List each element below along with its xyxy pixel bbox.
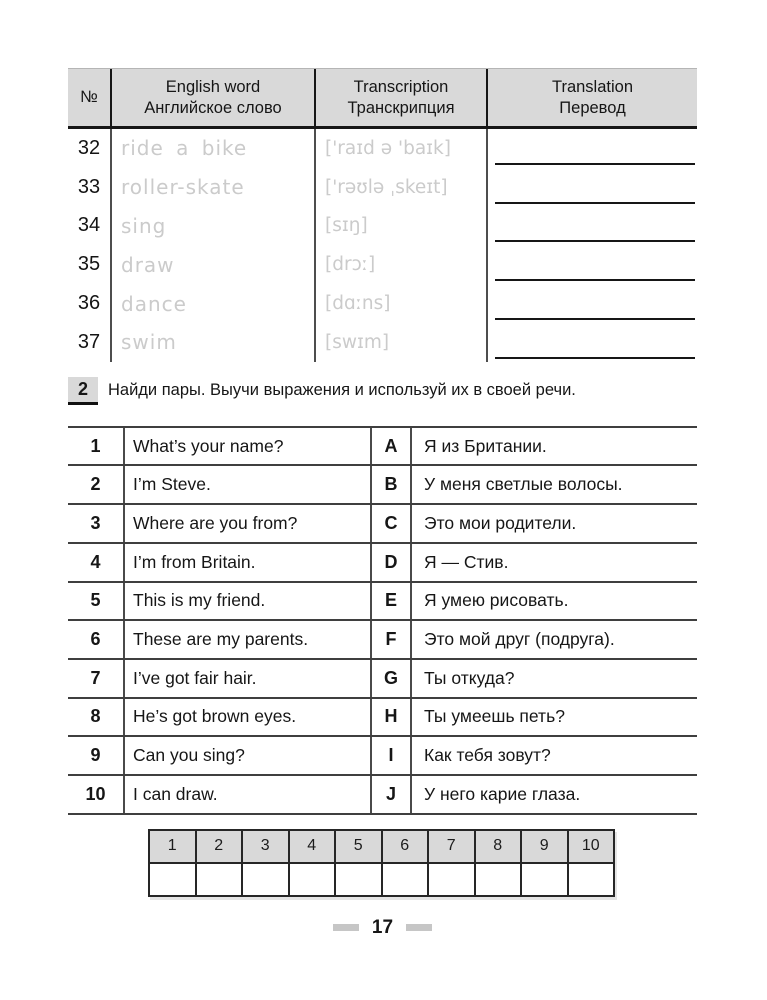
- matching-letter: D: [370, 544, 412, 581]
- matching-english-phrase: These are my parents.: [133, 629, 309, 650]
- vocab-transcription: ['rəʊlə ˌskeɪt]: [314, 168, 486, 207]
- vocab-header-transcription: [314, 69, 486, 126]
- vocab-header-translation-ru: Перевод: [559, 98, 626, 117]
- vocab-word-trace: dance: [110, 284, 314, 323]
- matching-russian-phrase: Я — Стив.: [424, 551, 509, 572]
- page-content: [68, 68, 697, 939]
- translation-blank-line[interactable]: [495, 318, 695, 320]
- matching-row: [68, 737, 697, 776]
- vocab-row-number: 36: [77, 292, 101, 315]
- vocab-header-transcription-ru: Транскрипция: [347, 98, 455, 117]
- answer-grid-col-label: 10: [581, 837, 600, 855]
- matching-number: 10: [68, 776, 125, 813]
- matching-english-phrase: I’ve got fair hair.: [133, 667, 257, 688]
- matching-letter: F: [370, 621, 412, 658]
- page-footer: [68, 917, 697, 939]
- vocab-transcription: [drɔː]: [314, 245, 486, 284]
- translation-blank-line[interactable]: [495, 163, 695, 165]
- matching-number: 9: [68, 737, 125, 774]
- matching-english-phrase: I can draw.: [133, 783, 218, 804]
- vocab-row: [68, 323, 697, 362]
- matching-letter: C: [370, 505, 412, 542]
- matching-russian-phrase: Ты умеешь петь?: [424, 706, 565, 727]
- vocab-row: [68, 284, 697, 323]
- vocab-row-number: 32: [77, 136, 101, 159]
- vocab-row-number: 34: [77, 214, 101, 237]
- footer-dash: [333, 924, 359, 931]
- matching-number: 3: [68, 505, 125, 542]
- answer-grid-col-label: 3: [243, 831, 290, 862]
- answer-cell[interactable]: [383, 864, 430, 895]
- matching-letter: G: [370, 660, 412, 697]
- translation-blank-line[interactable]: [495, 357, 695, 359]
- matching-russian-phrase: У него карие глаза.: [424, 783, 581, 804]
- matching-russian-phrase: Это мои родители.: [424, 513, 577, 533]
- answer-cell[interactable]: [476, 864, 523, 895]
- matching-russian-phrase: Я умею рисовать.: [424, 590, 569, 611]
- footer-dash: [406, 924, 432, 931]
- vocab-translation-cell: [486, 207, 697, 246]
- matching-number: 7: [68, 660, 125, 697]
- matching-number: 2: [68, 466, 125, 503]
- matching-table: [68, 426, 697, 815]
- exercise-header: [68, 377, 697, 405]
- answer-grid-col-label: 4: [290, 831, 337, 862]
- answer-cell[interactable]: [522, 864, 569, 895]
- matching-russian-phrase: Я из Британии.: [424, 435, 547, 456]
- vocab-header-word: [110, 69, 314, 126]
- vocab-word-trace: sing: [110, 207, 314, 246]
- matching-russian-phrase: Ты откуда?: [424, 667, 515, 688]
- matching-row: [68, 428, 697, 467]
- exercise-instruction: Найди пары. Выучи выражения и используй их в своей речи.: [108, 381, 576, 400]
- matching-english-phrase: This is my friend.: [133, 590, 266, 611]
- matching-english-phrase: Can you sing?: [133, 745, 245, 766]
- matching-number: 6: [68, 621, 125, 658]
- answer-cell[interactable]: [290, 864, 337, 895]
- vocab-translation-cell: [486, 129, 697, 168]
- page-number: 17: [371, 916, 394, 938]
- answer-grid-col-label: 9: [522, 831, 569, 862]
- matching-row: [68, 660, 697, 699]
- matching-letter: H: [370, 699, 412, 736]
- answer-cell[interactable]: [150, 864, 197, 895]
- translation-blank-line[interactable]: [495, 202, 695, 204]
- vocab-header-translation-en: Translation: [551, 77, 633, 96]
- translation-blank-line[interactable]: [495, 240, 695, 242]
- answer-cell[interactable]: [429, 864, 476, 895]
- vocab-row-number: 37: [77, 330, 101, 353]
- matching-number: 8: [68, 699, 125, 736]
- answer-grid-col-label: 8: [476, 831, 523, 862]
- vocab-transcription: [swɪm]: [314, 323, 486, 362]
- vocab-row: [68, 168, 697, 207]
- matching-number: 5: [68, 583, 125, 620]
- answer-grid-col-label: 7: [429, 831, 476, 862]
- exercise-number-badge: 2: [68, 377, 98, 405]
- answer-grid-col-label: 6: [383, 831, 430, 862]
- translation-blank-line[interactable]: [495, 279, 695, 281]
- answer-cell[interactable]: [197, 864, 244, 895]
- answer-grid-col-label: 2: [197, 831, 244, 862]
- vocab-header-num: [68, 69, 110, 126]
- matching-english-phrase: He’s got brown eyes.: [133, 706, 297, 727]
- vocab-row: [68, 245, 697, 284]
- vocab-transcription: [sɪŋ]: [314, 207, 486, 246]
- matching-english-phrase: I’m Steve.: [133, 474, 211, 495]
- matching-english-phrase: I’m from Britain.: [133, 551, 256, 572]
- vocab-header-transcription-en: Transcription: [353, 77, 449, 96]
- matching-number: 1: [68, 428, 125, 465]
- vocab-header-num-label: №: [80, 88, 98, 106]
- matching-english-phrase: Where are you from?: [133, 513, 298, 533]
- vocab-transcription: ['raɪd ə 'baɪk]: [314, 129, 486, 168]
- answer-cell[interactable]: [243, 864, 290, 895]
- vocab-row-number: 35: [77, 253, 101, 276]
- matching-russian-phrase: Как тебя зовут?: [424, 745, 551, 766]
- matching-row: [68, 544, 697, 583]
- vocab-row-number: 33: [77, 175, 101, 198]
- vocab-table: [68, 68, 697, 362]
- vocab-transcription: [dɑːns]: [314, 284, 486, 323]
- vocab-header-word-en: English word: [165, 77, 261, 96]
- matching-row: [68, 583, 697, 622]
- matching-letter: A: [370, 428, 412, 465]
- matching-number: 4: [68, 544, 125, 581]
- matching-row: [68, 466, 697, 505]
- vocab-translation-cell: [486, 245, 697, 284]
- answer-grid-col-label: 1: [150, 831, 197, 862]
- vocab-translation-cell: [486, 284, 697, 323]
- matching-letter: B: [370, 466, 412, 503]
- matching-row: [68, 621, 697, 660]
- vocab-translation-cell: [486, 168, 697, 207]
- matching-english-phrase: What’s your name?: [133, 435, 284, 456]
- vocab-word-trace: swim: [110, 323, 314, 362]
- vocab-word-trace: draw: [110, 245, 314, 284]
- matching-row: [68, 505, 697, 544]
- answer-cell[interactable]: [336, 864, 383, 895]
- answer-grid-col-label: 5: [336, 831, 383, 862]
- vocab-word-trace: ride a bike: [110, 129, 314, 168]
- answer-grid-body: [150, 864, 613, 895]
- vocab-row: [68, 207, 697, 246]
- vocab-header-translation: [486, 69, 697, 126]
- matching-russian-phrase: Это мой друг (подруга).: [424, 629, 615, 650]
- answer-cell[interactable]: [569, 864, 614, 895]
- answer-grid-header: [150, 831, 613, 864]
- matching-letter: E: [370, 583, 412, 620]
- vocab-row: [68, 129, 697, 168]
- vocab-word-trace: roller-skate: [110, 168, 314, 207]
- answer-grid: [148, 829, 615, 897]
- matching-row: [68, 776, 697, 815]
- matching-letter: J: [370, 776, 412, 813]
- vocab-header-word-ru: Английское слово: [144, 98, 282, 117]
- vocab-table-header: [68, 68, 697, 129]
- matching-russian-phrase: У меня светлые волосы.: [424, 474, 623, 495]
- matching-letter: I: [370, 737, 412, 774]
- matching-row: [68, 699, 697, 738]
- vocab-translation-cell: [486, 323, 697, 362]
